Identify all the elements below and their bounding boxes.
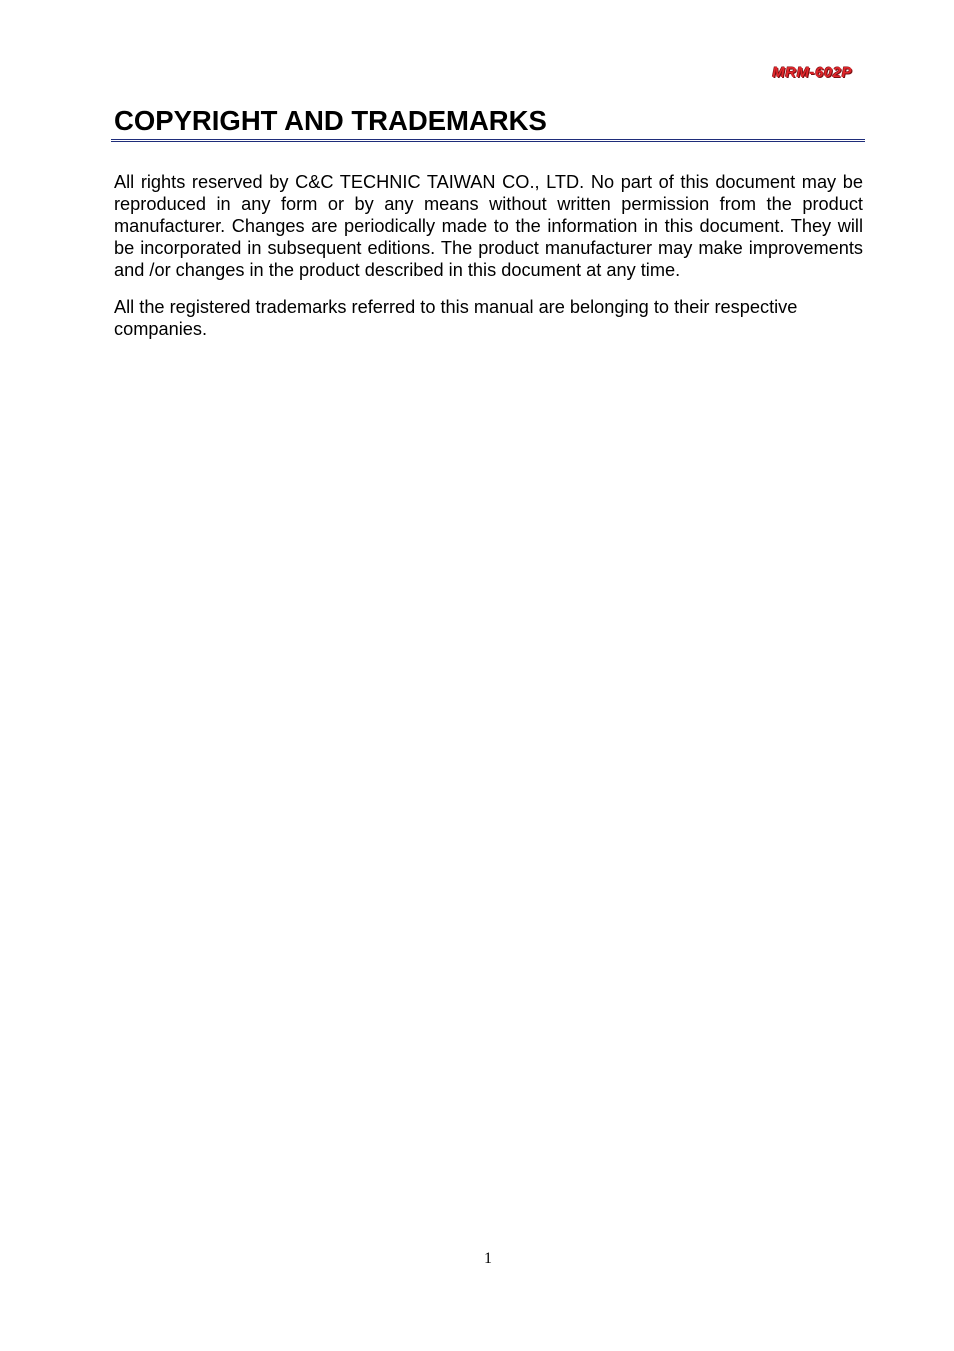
trademark-paragraph: All the registered trademarks referred to this manual are belonging to their respective companies.	[114, 297, 798, 339]
body-text	[114, 171, 863, 355]
title-divider	[111, 139, 865, 142]
page-number: 1	[484, 1250, 492, 1267]
copyright-paragraph: All rights reserved by C&C TECHNIC TAIWAN CO., LTD. No part of this document may be reproduced in any form or by any means without written permission from the product manufacturer. Changes are periodically made to the information in this document. They will be incorporated in subsequent editions. The product manufacturer may make improvements and /or changes in the product described in this document at any time.	[114, 172, 863, 280]
model-name-header: MRM-602P	[772, 64, 852, 81]
page-title: COPYRIGHT AND TRADEMARKS	[114, 105, 547, 136]
